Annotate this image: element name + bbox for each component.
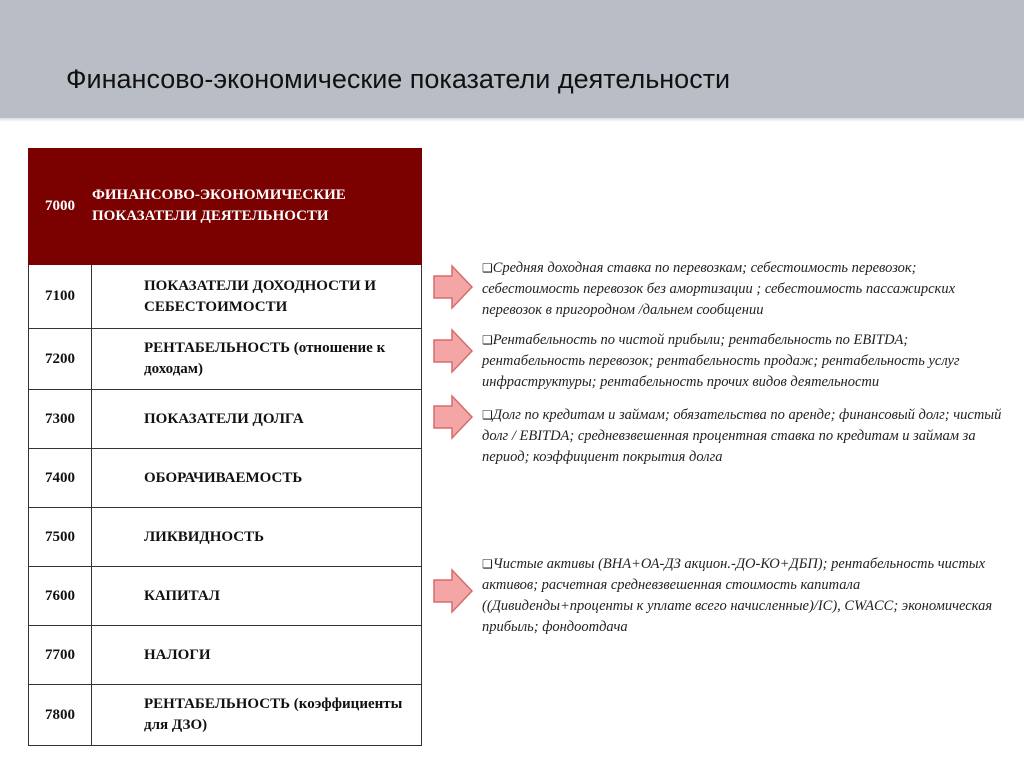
- row-code: 7600: [29, 567, 92, 626]
- note-text: Чистые активы (ВНА+ОА-ДЗ акцион.-ДО-КО+ДБП); рентабельность чистых активов; расчетная средневзвешенная стоимость капитала ((Дивиденды+проценты к уплате всего начисленные)/IC), CWACC; экономическая прибыль; фондоотдача: [482, 556, 993, 635]
- table-row: [29, 685, 422, 746]
- table-row: [29, 390, 422, 449]
- slide-header: [0, 0, 1024, 118]
- checkbox-bullet-icon: ❑: [482, 557, 493, 571]
- kpi-table: [28, 148, 422, 746]
- header-name: ФИНАНСОВО-ЭКОНОМИЧЕСКИЕ ПОКАЗАТЕЛИ ДЕЯТЕЛЬНОСТИ: [92, 149, 422, 265]
- table-row: [29, 329, 422, 390]
- table-row: [29, 449, 422, 508]
- table-row: [29, 567, 422, 626]
- row-code: 7200: [29, 329, 92, 390]
- note-profitability: [482, 330, 1012, 393]
- table-header-row: [29, 149, 422, 265]
- row-name: РЕНТАБЕЛЬНОСТЬ (отношение к доходам): [92, 329, 422, 390]
- right-arrow-icon: [432, 394, 474, 440]
- right-arrow-icon: [432, 568, 474, 614]
- row-name: ОБОРАЧИВАЕМОСТЬ: [92, 449, 422, 508]
- row-code: 7100: [29, 265, 92, 329]
- row-name: КАПИТАЛ: [92, 567, 422, 626]
- row-name: ПОКАЗАТЕЛИ ДОХОДНОСТИ И СЕБЕСТОИМОСТИ: [92, 265, 422, 329]
- checkbox-bullet-icon: ❑: [482, 261, 493, 275]
- row-name: ПОКАЗАТЕЛИ ДОЛГА: [92, 390, 422, 449]
- table-row: [29, 626, 422, 685]
- slide-title: Финансово-экономические показатели деятельности: [66, 64, 731, 94]
- header-shadow: [0, 118, 1024, 122]
- row-code: 7800: [29, 685, 92, 746]
- row-code: 7700: [29, 626, 92, 685]
- row-name: НАЛОГИ: [92, 626, 422, 685]
- header-code: 7000: [29, 149, 92, 265]
- table-row: [29, 508, 422, 567]
- row-name: ЛИКВИДНОСТЬ: [92, 508, 422, 567]
- note-text: Средняя доходная ставка по перевозкам; себестоимость перевозок; себестоимость перевозок без амортизации ; себестоимость пассажирских перевозок в пригородном /дальнем сообщении: [482, 260, 956, 318]
- checkbox-bullet-icon: ❑: [482, 408, 493, 422]
- row-code: 7500: [29, 508, 92, 567]
- right-arrow-icon: [432, 328, 474, 374]
- note-text: Долг по кредитам и займам; обязательства по аренде; финансовый долг; чистый долг / EBITDA; средневзвешенная процентная ставка по кредитам и займам за период; коэффициент покрытия долга: [482, 407, 1002, 465]
- right-arrow-icon: [432, 264, 474, 310]
- table-row: [29, 265, 422, 329]
- note-debt: [482, 405, 1012, 468]
- row-code: 7300: [29, 390, 92, 449]
- note-revenue-cost: [482, 258, 1012, 321]
- note-text: Рентабельность по чистой прибыли; рентабельность по EBITDA; рентабельность перевозок; рентабельность продаж; рентабельность услуг инфраструктуры; рентабельность прочих видов деятельности: [482, 332, 960, 390]
- checkbox-bullet-icon: ❑: [482, 333, 493, 347]
- row-code: 7400: [29, 449, 92, 508]
- note-capital: [482, 554, 1002, 638]
- row-name: РЕНТАБЕЛЬНОСТЬ (коэффициенты для ДЗО): [92, 685, 422, 746]
